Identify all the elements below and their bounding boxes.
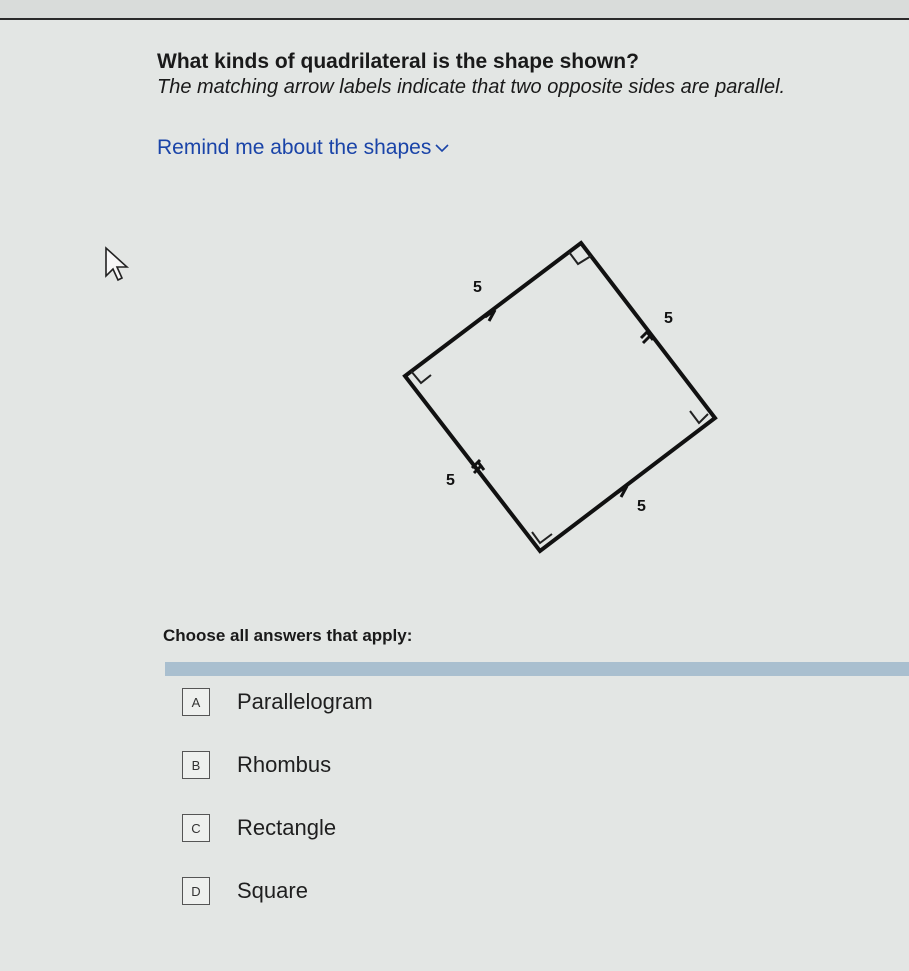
instructions-label: Choose all answers that apply: bbox=[163, 626, 413, 645]
option-d[interactable] bbox=[182, 875, 373, 907]
option-letter-box[interactable]: D bbox=[182, 877, 210, 905]
mouse-cursor-icon bbox=[104, 246, 132, 287]
option-letter-box[interactable]: B bbox=[182, 751, 210, 779]
option-b[interactable] bbox=[182, 749, 373, 781]
right-angle-marker bbox=[690, 411, 708, 423]
question bbox=[157, 50, 877, 99]
quadrilateral-shape bbox=[405, 243, 715, 551]
right-angle-marker bbox=[411, 371, 431, 383]
remind-shapes-label: Remind me about the shapes bbox=[157, 136, 432, 159]
side-label: 5 bbox=[664, 310, 673, 327]
chevron-down-icon bbox=[435, 140, 449, 156]
top-border bbox=[0, 0, 909, 20]
option-letter-box[interactable]: A bbox=[182, 688, 210, 716]
option-label: Parallelogram bbox=[237, 689, 373, 714]
section-divider bbox=[165, 662, 909, 676]
side-label: 5 bbox=[637, 498, 646, 515]
option-c[interactable] bbox=[182, 812, 373, 844]
side-label: 5 bbox=[446, 472, 455, 489]
option-label: Rectangle bbox=[237, 815, 337, 840]
answer-options bbox=[182, 686, 373, 938]
option-letter-box[interactable]: C bbox=[182, 814, 210, 842]
remind-shapes-link[interactable] bbox=[157, 136, 449, 160]
question-subtitle: The matching arrow labels indicate that two opposite sides are parallel. bbox=[157, 76, 786, 98]
question-title: What kinds of quadrilateral is the shape shown? bbox=[157, 50, 639, 73]
option-label: Square bbox=[237, 878, 308, 903]
option-label: Rhombus bbox=[237, 752, 332, 777]
square-figure bbox=[395, 235, 725, 565]
option-a[interactable] bbox=[182, 686, 373, 718]
side-label: 5 bbox=[473, 279, 482, 296]
